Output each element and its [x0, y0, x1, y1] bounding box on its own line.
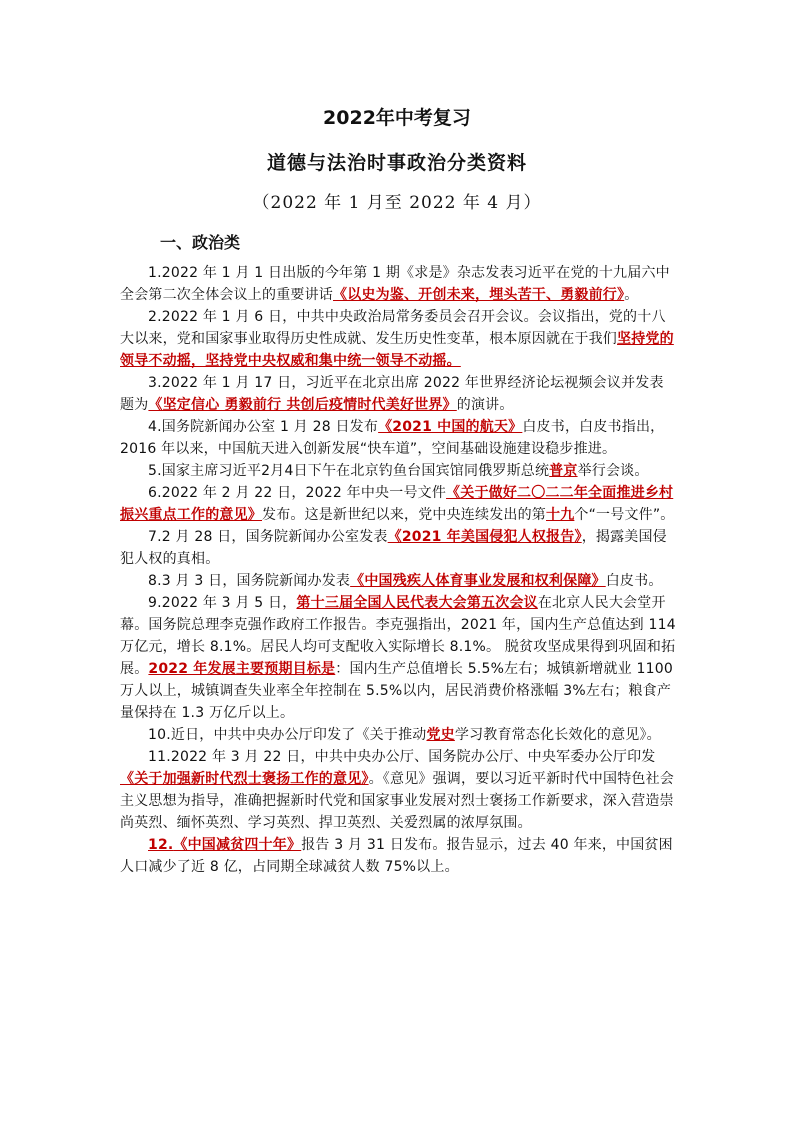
item-text: 6.2022 年 2 月 22 日，2022 年中央一号文件: [148, 485, 447, 501]
item-text: 发布。这是新世纪以来，党中央连续发出的第: [262, 507, 546, 523]
item-text: 8.3 月 3 日，国务院新闻办发表: [148, 573, 351, 589]
news-item: [120, 372, 676, 416]
item-text: 。: [624, 287, 639, 303]
item-text: 3.2022 年 1 月 17 日，习近平在北京出席 2022 年世界经济论坛视频会议并发表题为: [120, 375, 664, 413]
content-body: [120, 262, 676, 878]
item-text: 1.2022 年 1 月 1 日出版的今年第 1 期《求是》杂志发表习近平在党的十九届六中全会第二次全体会议上的重要讲话: [120, 265, 670, 303]
news-item: [120, 834, 676, 878]
item-text: ，揭露美国侵犯人权的真相。: [120, 529, 667, 567]
item-text: 7.2 月 28 日，国务院新闻办公室发表: [148, 529, 388, 545]
news-item: [120, 746, 676, 834]
item-text: 4.国务院新闻办公室 1 月 28 日发布: [148, 419, 379, 435]
item-text: 5.国家主席习近平2月4日下午在北京钓鱼台国宾馆同俄罗斯总统: [148, 463, 550, 479]
highlighted-text: 党史: [426, 727, 455, 743]
item-text: 报告 3 月 31 日发布。报告显示，过去 40 年来，中国贫困人口减少了近 8 亿，占同期全球减贫人数 75%以上。: [120, 837, 673, 875]
highlighted-text: 《2021 中国的航天》: [378, 419, 523, 435]
item-text: 2.2022 年 1 月 6 日，中共中央政治局常务委员会召开会议。会议指出，党的十八大以来，党和国家事业取得历史性成就、发生历史性变革，根本原因就在于我们: [120, 309, 666, 347]
highlighted-text: 2022 年发展主要预期目标是: [148, 661, 336, 677]
item-text: 。《意见》强调，要以习近平新时代中国特色社会主义思想为指导，准确把握新时代党和国家事业发展对烈士褒扬工作新要求，深入营造崇尚英烈、缅怀英烈、学习英烈、捍卫英烈、关爱烈属的浓厚氛围。: [120, 771, 675, 831]
highlighted-text: 坚持党的领导不动摇，坚持党中央权威和集中统一领导不动摇。: [120, 331, 674, 369]
news-item: [120, 570, 676, 592]
item-text: 在北京人民大会堂开幕。国务院总理李克强作政府工作报告。李克强指出，2021 年，国内生产总值达到 114 万亿元，增长 8.1%。居民人均可支配收入实际增长 8.1%。 脱贫攻坚成果得到巩固和拓展。: [120, 595, 676, 677]
highlighted-text: 《关于做好二〇二二年全面推进乡村振兴重点工作的意见》: [120, 485, 674, 523]
document-title: 2022年中考复习: [323, 107, 471, 129]
news-item: [120, 482, 676, 526]
news-item: [120, 724, 676, 746]
highlighted-text: 第十三届全国人民代表大会第五次会议: [296, 595, 538, 611]
item-text: 11.2022 年 3 月 22 日，中共中央办公厅、国务院办公厅、中央军委办公厅印发: [148, 749, 656, 765]
highlighted-text: 《关于加强新时代烈士褒扬工作的意见》: [120, 771, 369, 787]
highlighted-text: 《坚定信心 勇毅前行 共创后疫情时代美好世界》: [148, 397, 457, 413]
section-heading: 一、政治类: [160, 233, 241, 252]
item-text: 个“一号文件”。: [574, 507, 675, 523]
highlighted-text: 《中国减贫四十年》: [173, 837, 302, 853]
highlighted-text: 《以史为鉴、开创未来，埋头苦干、勇毅前行》: [333, 287, 625, 303]
item-text: 举行会谈。: [577, 463, 649, 479]
item-text: ：国内生产总值增长 5.5%左右；城镇新增就业 1100 万人以上，城镇调查失业率全年控制在 5.5%以内，居民消费价格涨幅 3%左右；粮食产量保持在 1.3 万亿斤以上。: [120, 661, 673, 721]
highlighted-text: 12.: [148, 837, 174, 853]
item-text: 白皮书。: [605, 573, 663, 589]
item-text: 的演讲。: [456, 397, 514, 413]
highlighted-text: 十九: [546, 507, 575, 523]
news-item: [120, 526, 676, 570]
news-item: [120, 592, 676, 724]
news-item: [120, 460, 676, 482]
item-text: 学习教育常态化长效化的意见》。: [454, 727, 661, 743]
highlighted-text: 普京: [549, 463, 578, 479]
item-text: 白皮书，白皮书指出，2016 年以来，中国航天进入创新发展“快车道”，空间基础设施建设稳步推进。: [120, 419, 665, 457]
highlighted-text: 《2021 年美国侵犯人权报告》: [387, 529, 582, 545]
document-subtitle: 道德与法治时事政治分类资料: [266, 152, 527, 174]
item-text: 10.近日，中共中央办公厅印发了《关于推动: [148, 727, 427, 743]
news-item: [120, 306, 676, 372]
news-item: [120, 416, 676, 460]
item-text: 9.2022 年 3 月 5 日，: [148, 595, 297, 611]
news-item: [120, 262, 676, 306]
highlighted-text: 《中国残疾人体育事业发展和权利保障》: [350, 573, 606, 589]
document-period: （2022 年 1 月至 2022 年 4 月）: [252, 193, 542, 213]
